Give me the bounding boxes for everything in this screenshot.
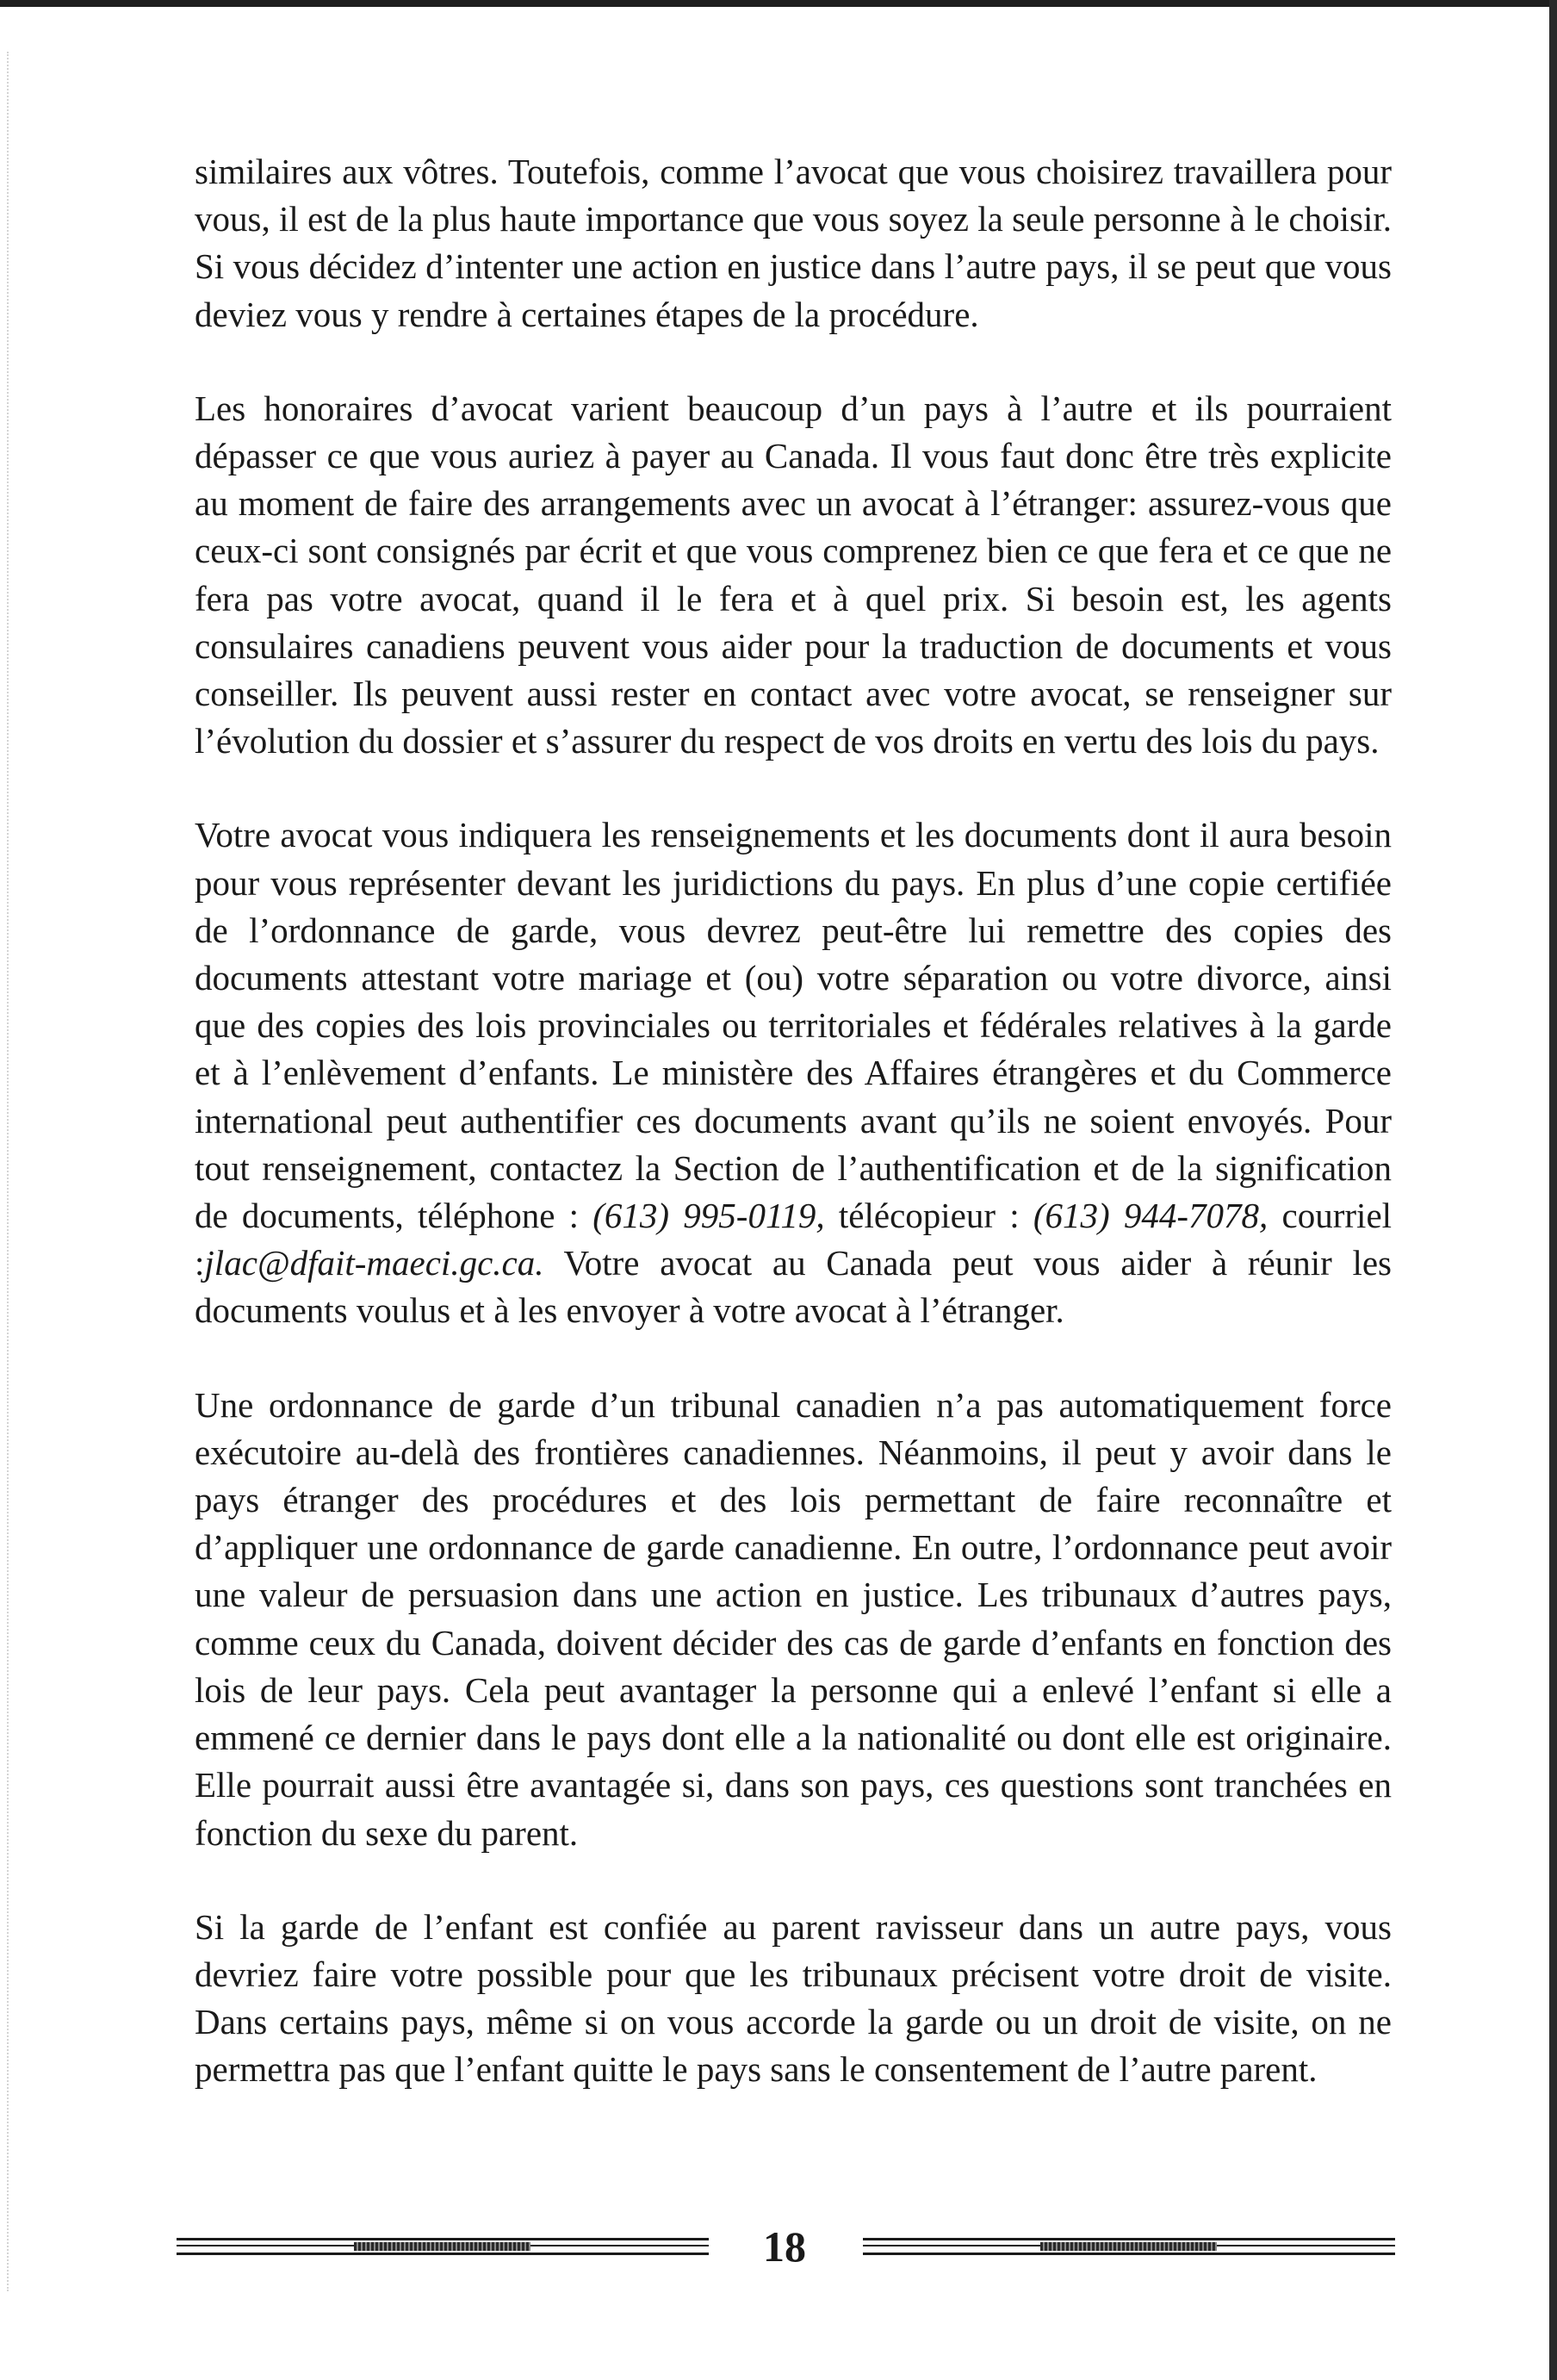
text-line: ce que fera et ce que ne fera pas votre avocat, quand il le fera et à quel prix. Si [195,531,1393,618]
text-line: permettra pas que l’enfant quitte le pays sans le consentement de l’autre parent. [195,2049,1318,2090]
phone-number: (613) 995-0119, [592,1196,825,1236]
footer-ornament-left [177,2238,709,2255]
page-right-edge [1549,0,1557,2380]
text-line: similaires aux vôtres. Toutefois, comme l’avocat que vous choisirez travaillera [195,152,1317,191]
text-line: droits en vertu des lois du pays. [933,721,1380,761]
email-label: courriel : [195,1196,1393,1283]
text-line: explicite au moment de faire des arrangements avec un avocat à l’étranger: [195,436,1392,524]
paragraph-2 [195,385,1392,766]
text-line: Dans certains pays, même si on vous accorde la garde ou un droit de visite, on ne [195,2002,1392,2042]
scan-margin-specks [7,52,12,2291]
text-line: besoin est, les agents consulaires canadiens peuvent vous aider pour la traduction [195,578,1392,666]
text-line: à le choisir. Si vous décidez d’intenter une action en justice dans l’autre pays, [195,199,1392,287]
footer-ornament-right [863,2238,1395,2255]
text-line: dans le pays étranger des procédures et des lois permettant de faire reconnaître [195,1432,1393,1520]
text-line: Si la garde de l’enfant est confiée au parent ravisseur dans un autre pays, vous [195,1906,1392,1947]
text-line: Les honoraires d’avocat varient beaucoup d’un pays à l’autre et ils pourraient [195,388,1392,428]
fax-number: (613) 944-7078, [1033,1196,1269,1236]
paragraph-5 [195,1904,1392,2094]
text-line: avocat, se renseigner sur l’évolution du dossier et s’assurer du respect de vos [195,674,1393,761]
text-line: pour vous, il est de la plus haute importance que vous soyez la seule personne [195,152,1392,239]
paragraph-3-text: Votre avocat vous indiquera les renseignements et les documents dont il aura besoin pour vous représenter devant les juridictions du pays. En plus d’une copie certifiée de l’ordonnance de garde, vous devrez peut-être lui remettre des copies des documents attestant votre mariage et (ou) votre séparation ou votre divorce, ainsi que des copies des lois provinciales ou territoriales et fédérales relatives à la garde et à l’enlèvement d’enfants. Le ministère des Affaires étrangères et du Commerce international peut authentifier ces documents avant qu’ils ne soient envoyés. Pour tout renseignement, contactez la Section de l’authentification et de la signification de documents, téléphone : [195,815,1392,1236]
text-line: peut avoir une valeur de persuasion dans une action en justice. Les tribunaux [195,1527,1393,1615]
text-line: questions sont tranchées en fonction du sexe du parent. [195,1765,1393,1853]
text-line: Une ordonnance de garde d’un tribunal canadien n’a pas automatiquement [195,1384,1305,1425]
page-top-edge [0,0,1557,7]
text-line: force exécutoire au-delà des frontières canadiennes. Néanmoins, il peut y avoir [195,1384,1392,1472]
document-body [195,148,1392,2141]
page-number: 18 [763,2222,806,2271]
text-line: et d’appliquer une ordonnance de garde canadienne. En outre, l’ordonnance [195,1480,1393,1568]
text-line: en fonction des lois de leur pays. Cela peut avantager la personne qui a enlevé [195,1622,1393,1710]
text-line: d’autres pays, comme ceux du Canada, doivent décider des cas de garde d’enfants [195,1575,1393,1662]
ornament-pattern [1040,2242,1217,2251]
paragraph-1 [195,148,1392,339]
text-line: assurez-vous que ceux-ci sont consignés par écrit et que vous comprenez bien [195,483,1393,571]
fax-label: télécopieur : [838,1196,1020,1236]
paragraph-3 [195,811,1392,1334]
paragraph-3-closing: Votre avocat au Canada peut vous aider à réunir les documents voulus et à les envoyer à votre avocat à l’étranger. [195,1243,1392,1331]
text-line: dont elle est originaire. Elle pourrait aussi être avantagée si, dans son pays, ces [195,1718,1392,1805]
paragraph-4 [195,1382,1392,1857]
text-line: l’enfant si elle a emmené ce dernier dans le pays dont elle a la nationalité ou [195,1669,1392,1758]
text-line: de documents et vous conseiller. Ils peuvent aussi rester en contact avec votre [195,625,1392,714]
text-line: devriez faire votre possible pour que les tribunaux précisent votre droit de visite. [195,1954,1392,1994]
ornament-pattern [354,2242,530,2251]
page-footer [177,2222,1395,2274]
text-line: dépasser ce que vous auriez à payer au Canada. Il vous faut donc être très [195,436,1260,476]
email-address: jlac@dfait-maeci.gc.ca. [204,1243,544,1283]
text-line: il se peut que vous deviez vous y rendre à certaines étapes de la procédure. [195,246,1392,334]
